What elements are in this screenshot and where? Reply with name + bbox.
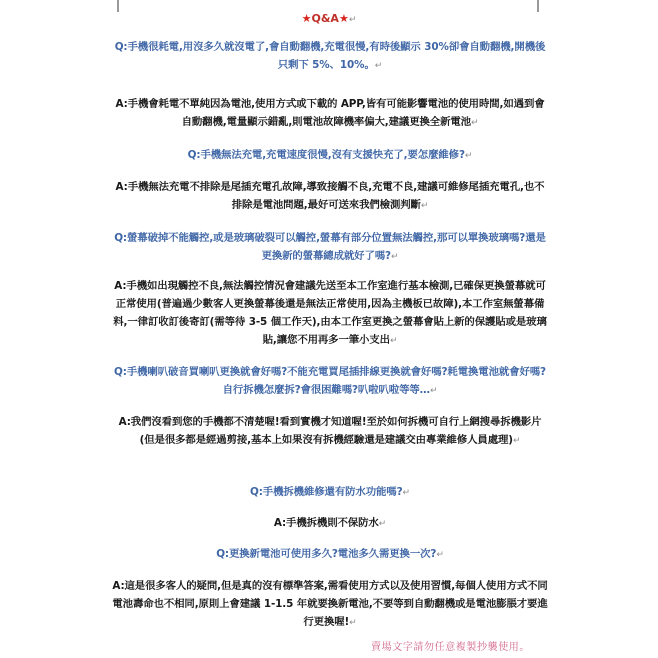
paragraph-mark-icon: ↵ — [374, 61, 383, 71]
star-icon: ★ — [338, 12, 349, 25]
paragraph-mark-icon: ↵ — [349, 618, 357, 628]
question-text: Q:手機無法充電,充電速度很慢,沒有支援快充了,要怎麼維修? — [187, 149, 465, 161]
paragraph-mark-icon: ↵ — [512, 436, 521, 446]
answer-diy-repair — [112, 413, 548, 450]
paragraph-mark-icon: ↵ — [390, 252, 399, 262]
question-screen — [112, 229, 548, 266]
title-text: Q&A — [311, 12, 339, 25]
question-diy-repair — [112, 363, 548, 400]
question-text: Q:更換新電池可使用多久?電池多久需更換一次? — [216, 548, 437, 560]
answer-waterproof — [112, 514, 548, 533]
paragraph-mark-icon: ↵ — [429, 386, 438, 396]
question-battery — [112, 38, 548, 75]
answer-text: A:手機拆機則不保防水 — [273, 517, 379, 529]
answer-charging — [112, 178, 548, 215]
paragraph-mark-icon: ↵ — [378, 519, 387, 529]
question-text: Q:螢幕破掉不能觸控,或是玻璃破裂可以觸控,螢幕有部分位置無法觸控,那可以單換玻璃嗎?還是更換新的螢幕總成就好了嗎? — [114, 232, 546, 262]
paragraph-mark-icon: ↵ — [470, 118, 479, 128]
answer-text: A:手機如出現觸控不良,無法觸控情況會建議先送至本工作室進行基本檢測,已確保更換螢幕就可正常使用(普遍過少數客人更換螢幕後還是無法正常使用,因為主機板已故障),本工作室無螢幕備料,一律訂收訂後寄訂(需等待 3-5 個工作天),由本工作室更換之螢幕會貼上新的保護貼或是玻璃貼,讓您不用再多一筆小支出 — [113, 280, 547, 346]
copyright-notice: 賣場文字請勿任意複製抄襲使用。 — [371, 642, 530, 653]
star-icon: ★ — [301, 12, 312, 25]
paragraph-mark-icon: ↵ — [436, 550, 444, 560]
page-title — [0, 12, 658, 25]
answer-screen — [112, 277, 548, 350]
paragraph-mark-icon: ↵ — [389, 336, 398, 346]
margin-mark-left — [117, 0, 119, 12]
paragraph-mark-icon: ↵ — [420, 201, 429, 211]
question-charging — [112, 146, 548, 165]
question-text: Q:手機拆機維修還有防水功能嗎? — [250, 486, 403, 498]
question-text: Q:手機喇叭破音買喇叭更換就會好嗎?不能充電買尾插排線更換就會好嗎?耗電換電池就會好嗎?自行拆機怎麼拆?會很困難嗎?叭啦叭啦等等… — [114, 366, 546, 396]
paragraph-mark-icon: ↵ — [348, 15, 357, 25]
paragraph-mark-icon: ↵ — [402, 488, 410, 498]
answer-battery-life — [112, 577, 548, 632]
answer-text: A:手機無法充電不排除是尾插充電孔故障,導致接觸不良,充電不良,建議可維修尾插充電孔,也不排除是電池問題,最好可送來我們檢測判斷 — [115, 181, 545, 211]
answer-battery — [112, 95, 548, 132]
question-battery-life — [112, 545, 548, 564]
margin-mark-right — [537, 0, 539, 12]
question-waterproof — [112, 483, 548, 502]
answer-text: A:這是很多客人的疑問,但是真的沒有標準答案,需看使用方式以及使用習慣,每個人使用方式不同電池壽命也不相同,原則上會建議 1-1.5 年就要換新電池,不要等到自動翻機或是電池膨脹才要進行更換喔! — [112, 580, 548, 628]
answer-text: A:手機會耗電不單純因為電池,使用方式或下載的 APP,皆有可能影響電池的使用時間,如遇到會自動翻機,電量顯示錯亂,則電池故障機率偏大,建議更換全新電池 — [115, 98, 545, 128]
question-text: Q:手機很耗電,用沒多久就沒電了,會自動翻機,充電很慢,有時後顯示 30%卻會自動翻機,開機後只剩下 5%、10%。 — [114, 41, 546, 71]
answer-text: A:我們沒看到您的手機都不清楚喔!看到實機才知道喔!至於如何拆機可自行上網搜尋拆機影片(但是很多都是經過剪接,基本上如果沒有拆機經驗還是建議交由專業維修人員處理) — [118, 416, 542, 446]
paragraph-mark-icon: ↵ — [464, 151, 473, 161]
